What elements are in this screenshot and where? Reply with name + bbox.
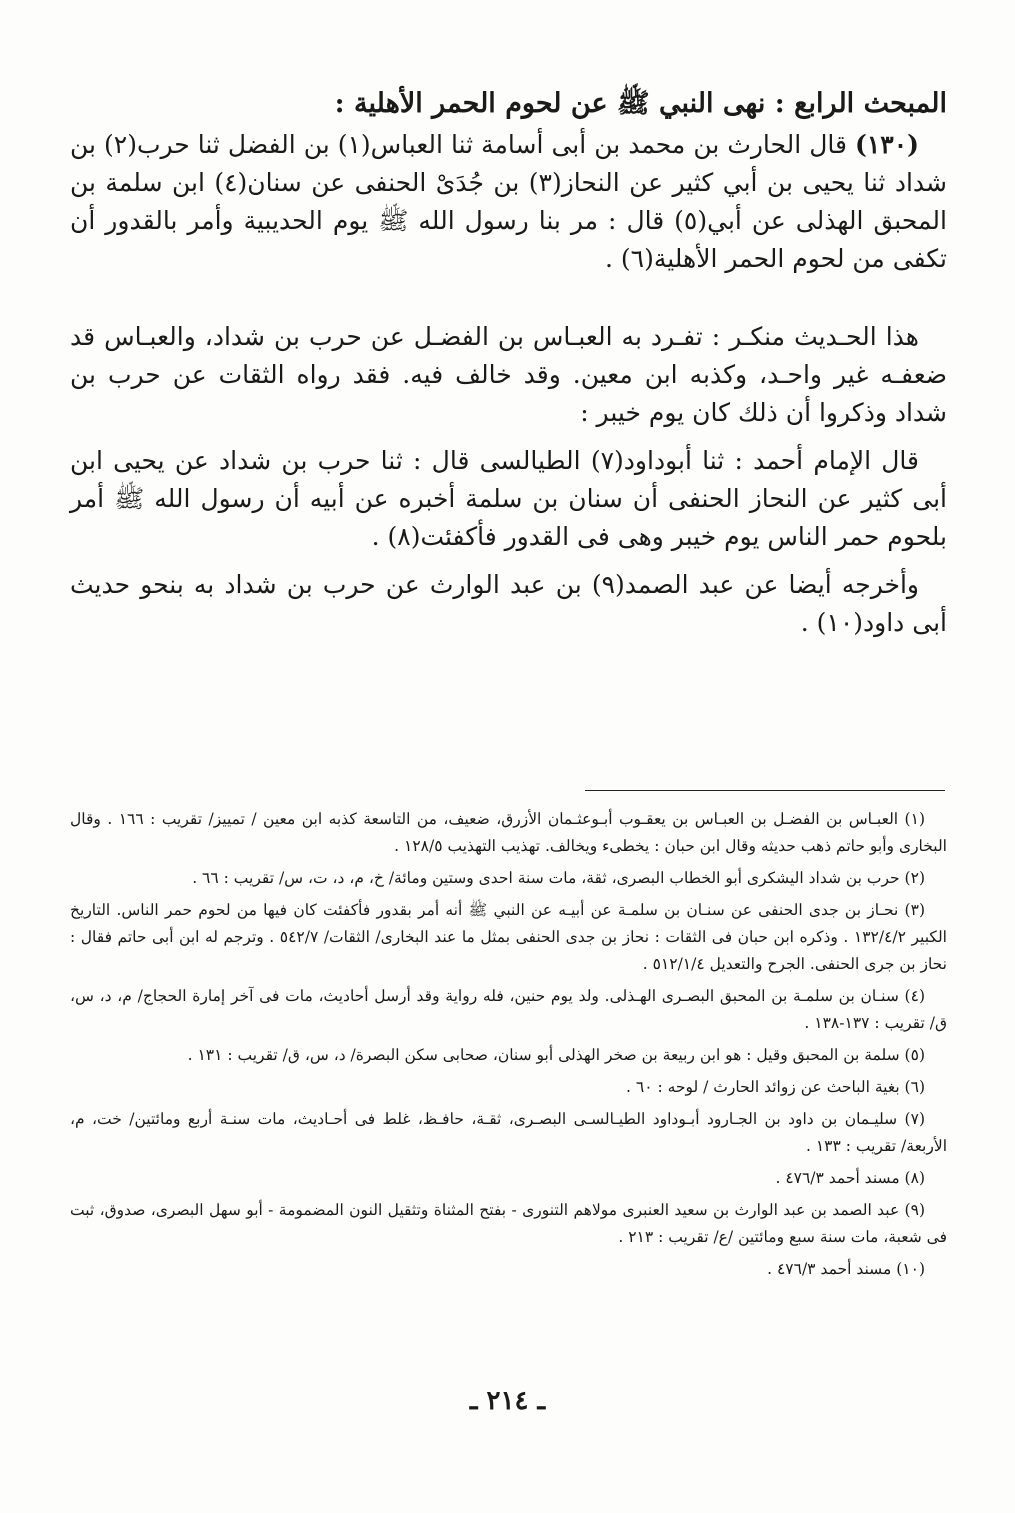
footnote: (٧) سليـمان بن داود بن الجـارود أبـوداود الطيـالسـى البصـرى، ثقـة، حافـظ، غلط فى أحـاديث، مات سنـة أربع ومائتين/ خت، م، الأربعة/ تقريب : ١٣٣ .: [70, 1110, 947, 1155]
hadith-paragraph: [70, 126, 947, 278]
page-number: ـ ٢١٤ ـ: [469, 1386, 546, 1416]
footnote: (٩) عبد الصمد بن عبد الوارث بن سعيد العنبرى مولاهم التنورى - بفتح المثناة وتثقيل النون المضمومة - أبو سهل البصرى، صدوق، ثبت فى شعبة، مات سنة سبع ومائتين /ع/ تقريب : ٢١٣ .: [70, 1201, 947, 1246]
footnote: (١٠) مسند أحمد ٤٧٦/٣ .: [767, 1260, 925, 1278]
commentary-paragraph: وأخرجه أيضا عن عبد الصمد(٩) بن عبد الوارث عن حرب بن شداد به بنحو حديث أبى داود(١٠) .: [70, 570, 947, 637]
footnote: (٤) سنـان بن سلمـة بن المحبق البصـرى الهـذلى. ولد يوم حنين، فله رواية وقد أرسل أحاديث، مات فى آخر إمارة الحجاج/ م، د، س، ق/ تقريب : ١٣٧-١٣٨ .: [70, 987, 947, 1032]
section-heading: المبحث الرابع : نهى النبي ﷺ عن لحوم الحمر الأهلية :: [334, 88, 947, 119]
main-text: [70, 126, 947, 642]
footnote: (١) العبـاس بن الفضـل بن العبـاس بن يعقـوب أبـوعثـمان الأزرق، ضعيف، من التاسعة كذبه ابن معين / تمييز/ تقريب : ١٦٦ . وقال البخارى وأبو حاتم ذهب حديثه وقال ابن حبان : يخطىء ويخالف. تهذيب التهذيب ١٢٨/٥ .: [70, 810, 947, 855]
footnote: (٦) بغية الباحث عن زوائد الحارث / لوحه : ٦٠ .: [626, 1078, 925, 1096]
hadith-number: (١٣٠): [855, 130, 919, 159]
footnote: (٢) حرب بن شداد اليشكرى أبو الخطاب البصرى، ثقة، مات سنة احدى وستين ومائة/ خ، م، د، ت، س/ تقريب : ٦٦ .: [192, 869, 925, 887]
footnote: (٣) نحـاز بن جدى الحنفى عن سنـان بن سلمـة عن أبيـه عن النبي ﷺ أنه أمر بقدور فأكفئت كان فيها من لحوم حمر الناس. التاريخ الكبير ١٣٢/٤/٢ . وذكره ابن حبان فى الثقات : نحاز بن جدى الحنفى بمثل ما عند البخارى/ الثقات/ ٥٤٢/٧ . وترجم له ابن أبى حاتم فقال : نحاز بن جرى الحنفى. الجرح والتعديل ٥١٢/١/٤ .: [70, 901, 947, 973]
commentary-paragraph: هذا الحـديث منكـر : تفـرد به العبـاس بن الفضـل عن حرب بن شداد، والعبـاس قد ضعفـه غير واحـد، وكذبه ابن معين. وقد خالف فيه. فقد رواه الثقات عن حرب بن شداد وذكروا أن ذلك كان يوم خيبر :: [70, 322, 947, 427]
commentary-paragraph: قال الإمام أحمد : ثنا أبوداود(٧) الطيالسى قال : ثنا حرب بن شداد عن يحيى ابن أبى كثير عن النحاز الحنفى أن سنان بن سلمة أخبره عن أبيه أن رسول الله ﷺ أمر بلحوم حمر الناس يوم خيبر وهى فى القدور فأكفئت(٨) .: [70, 446, 947, 551]
footnote: (٥) سلمة بن المحبق وقيل : هو ابن ربيعة بن صخر الهذلى أبو سنان، صحابى سكن البصرة/ د، س، ق/ تقريب : ١٣١ .: [187, 1046, 925, 1064]
footnote: (٨) مسند أحمد ٤٧٦/٣ .: [775, 1169, 925, 1187]
hadith-text: قال الحارث بن محمد بن أبى أسامة ثنا العباس(١) بن الفضل ثنا حرب(٢) بن شداد ثنا يحيى بن أبي كثير عن النحاز(٣) بن جُدَىْ الحنفى عن سنان(٤) ابن سلمة بن المحبق الهذلى عن أبي(٥) قال : مر بنا رسول الله ﷺ يوم الحديبية وأمر بالقدور أن تكفى من لحوم الحمر الأهلية(٦) .: [70, 130, 947, 273]
footnote-separator: [585, 790, 945, 791]
footnotes: [70, 806, 947, 1288]
